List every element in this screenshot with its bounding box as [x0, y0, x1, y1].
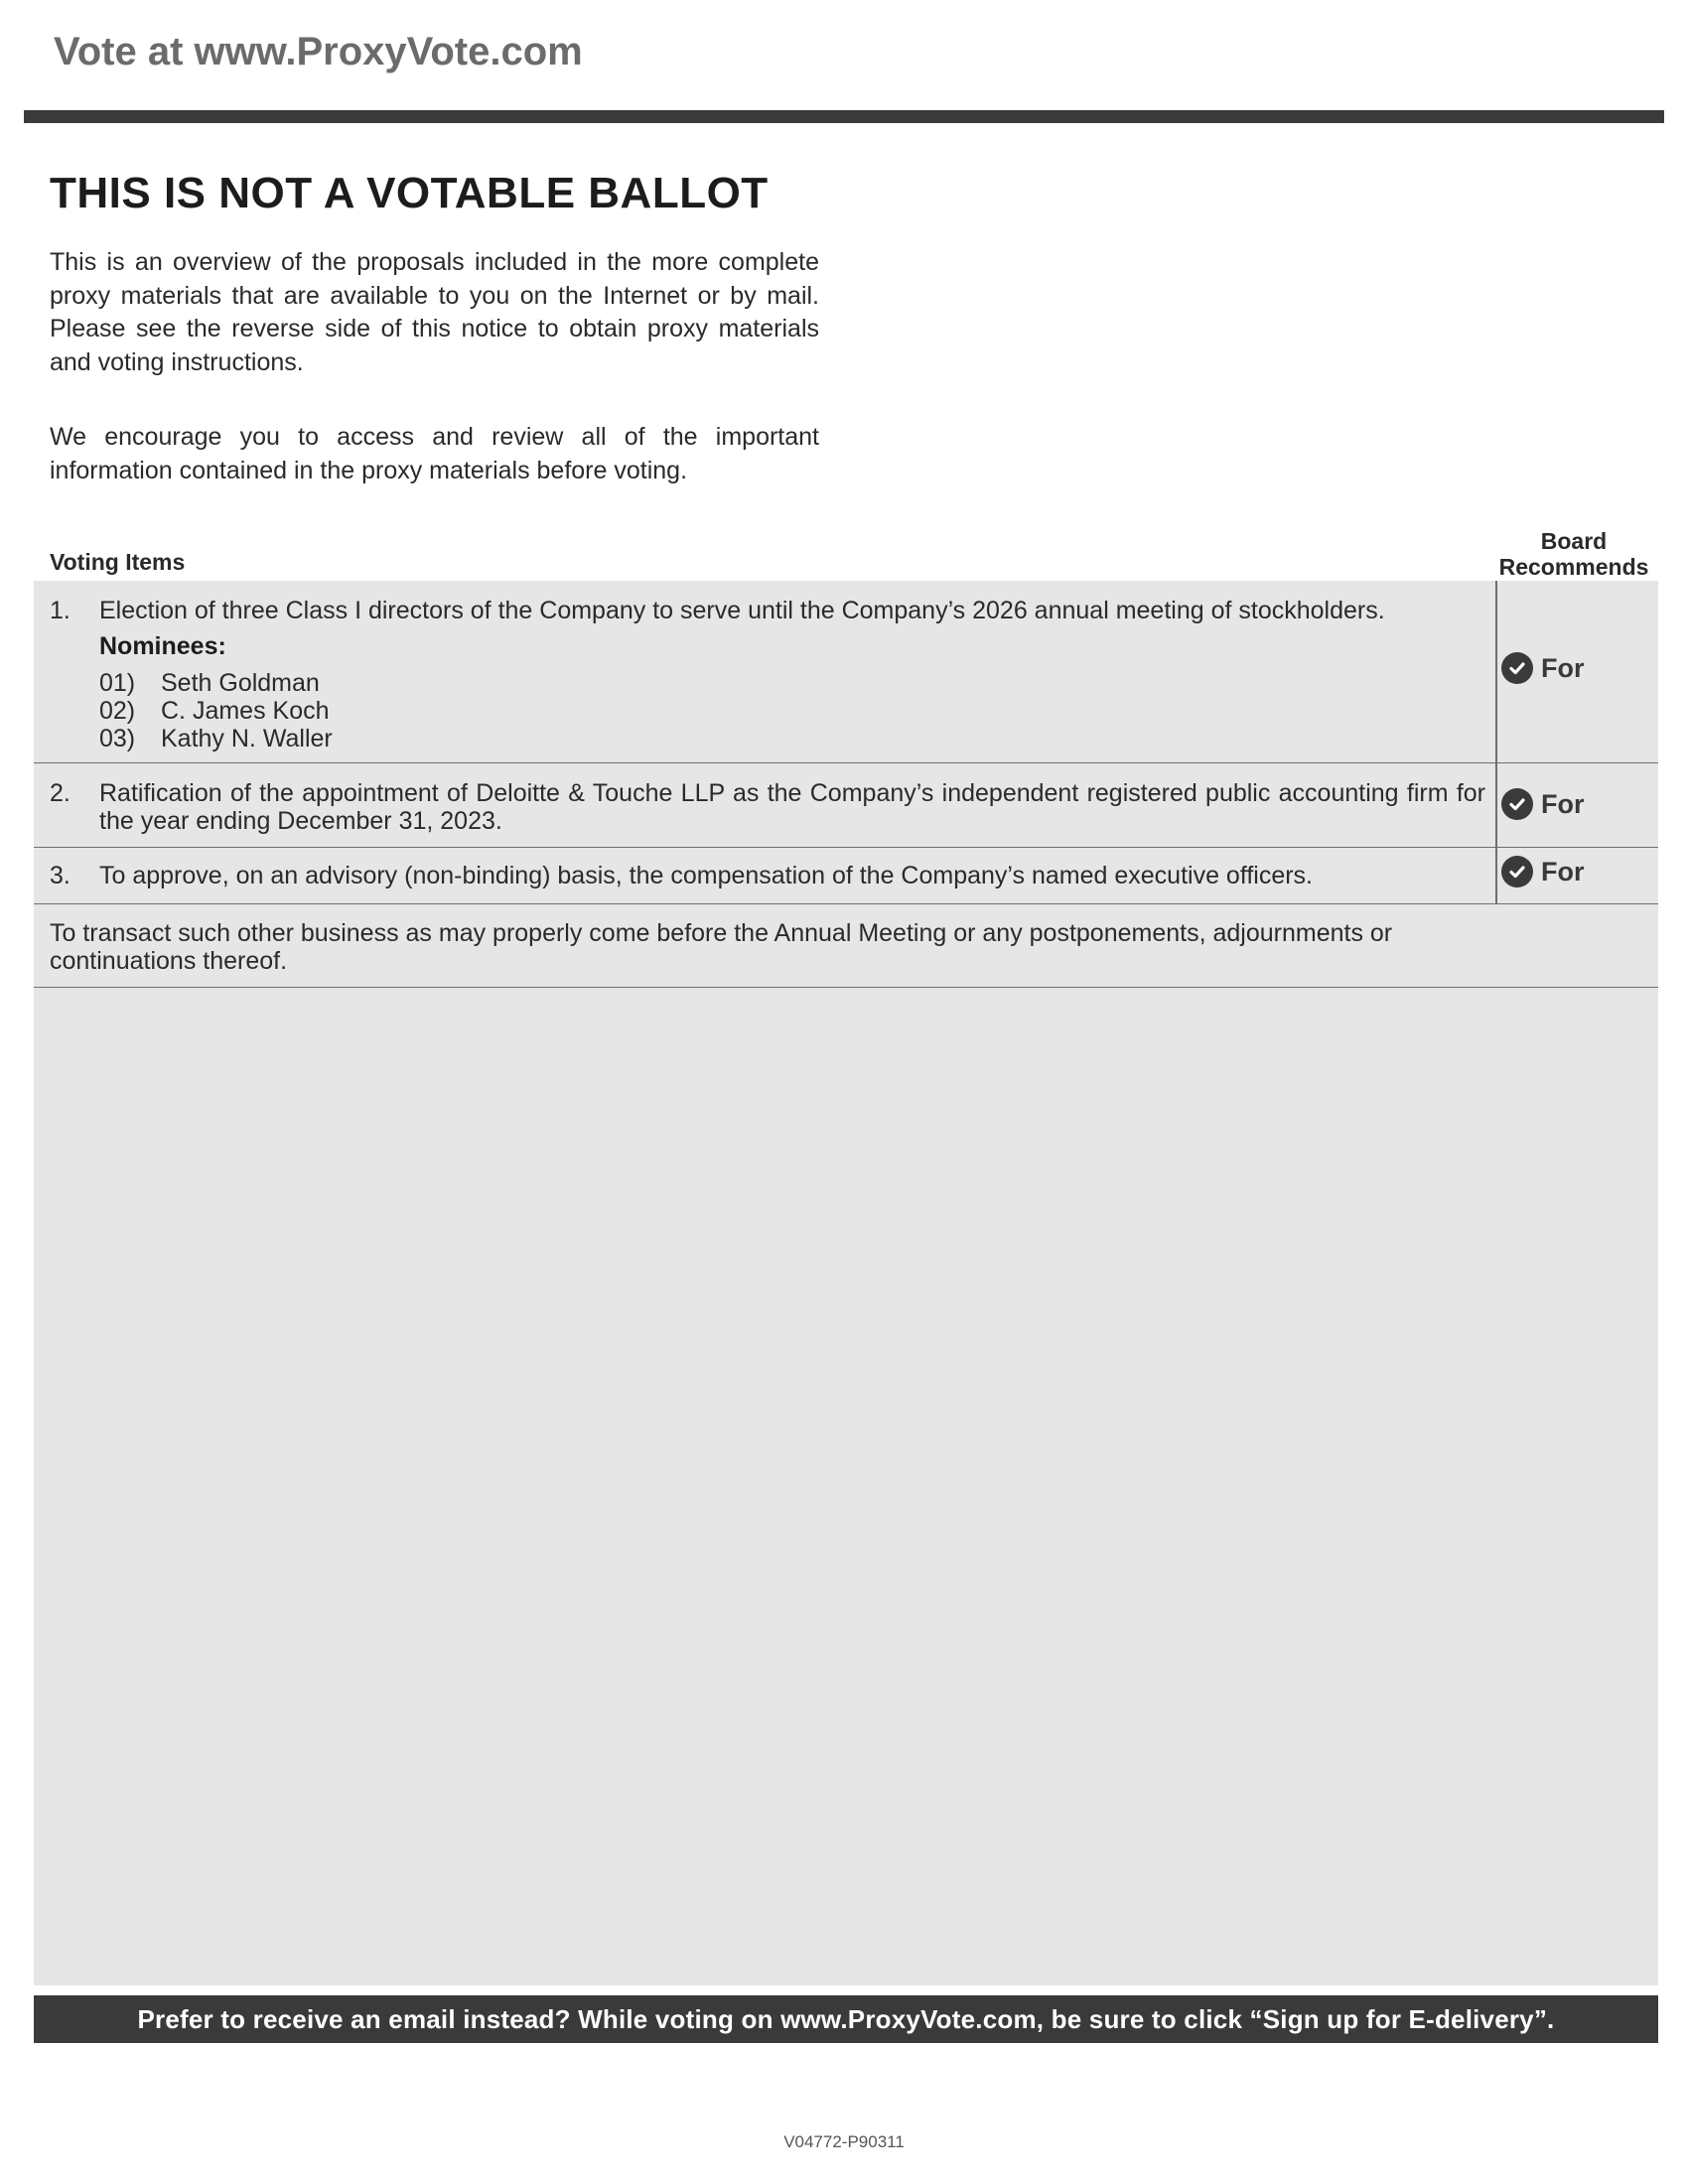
item-description: Election of three Class I directors of the Company to serve until the Company’s 2026 annual meeting of stockholders.	[99, 597, 1385, 624]
nominee-item	[99, 669, 333, 697]
item-description: Ratification of the appointment of Deloitte & Touche LLP as the Company’s independent registered public accounting firm for the year ending December 31, 2023.	[99, 779, 1485, 835]
board-recommendation	[1501, 856, 1585, 887]
board-recommendation	[1501, 788, 1585, 820]
check-circle-icon	[1501, 652, 1533, 684]
item-number: 2.	[50, 779, 70, 807]
voting-item-row-1	[34, 581, 1658, 763]
nominees-label: Nominees:	[99, 632, 226, 660]
nominee-list	[99, 669, 333, 752]
board-recommends-heading	[1494, 528, 1653, 580]
nominee-name: C. James Koch	[161, 697, 330, 725]
item-description: To approve, on an advisory (non-binding) basis, the compensation of the Company’s named executive officers.	[99, 862, 1313, 889]
page-title: THIS IS NOT A VOTABLE BALLOT	[50, 169, 769, 217]
nominee-item	[99, 697, 333, 725]
document-code: V04772-P90311	[783, 2132, 905, 2151]
recommendation-label: For	[1541, 652, 1585, 683]
intro-paragraph-1: This is an overview of the proposals included in the more complete proxy materials that are available to you on the Internet or by mail. Please see the reverse side of this notice to obtain proxy materials and voting instructions.	[50, 248, 819, 376]
board-heading-line-2: Recommends	[1498, 554, 1649, 580]
recommendation-label: For	[1541, 788, 1585, 819]
header-rule	[24, 110, 1664, 123]
nominee-name: Kathy N. Waller	[161, 725, 333, 752]
item-number: 1.	[50, 597, 70, 624]
e-delivery-text: Prefer to receive an email instead? While voting on www.ProxyVote.com, be sure to click “Sign up for E-delivery”.	[137, 2003, 1555, 2034]
recommendation-label: For	[1541, 856, 1585, 887]
nominee-number: 03)	[99, 725, 136, 752]
voting-items-heading: Voting Items	[50, 549, 186, 575]
other-business-row	[34, 904, 1658, 988]
check-circle-icon	[1501, 788, 1533, 820]
board-heading-line-1: Board	[1540, 528, 1608, 554]
voting-item-row-2	[34, 763, 1658, 848]
check-circle-icon	[1501, 856, 1533, 887]
proxyvote-header-link: Vote at www.ProxyVote.com	[54, 30, 583, 73]
board-recommendation	[1501, 652, 1585, 684]
e-delivery-banner	[34, 1995, 1658, 2043]
other-business-text: To transact such other business as may properly come before the Annual Meeting or any postponements, adjournments or continuations thereof.	[50, 919, 1393, 975]
nominee-number: 01)	[99, 669, 136, 697]
item-number: 3.	[50, 862, 70, 889]
column-divider	[1495, 848, 1497, 903]
voting-item-row-3	[34, 848, 1658, 904]
intro-paragraph-2: We encourage you to access and review all of the important information contained in the proxy materials before voting.	[50, 423, 819, 484]
nominee-number: 02)	[99, 697, 136, 725]
nominee-name: Seth Goldman	[161, 669, 320, 697]
nominee-item	[99, 725, 333, 752]
column-divider	[1495, 581, 1497, 762]
column-divider	[1495, 763, 1497, 847]
